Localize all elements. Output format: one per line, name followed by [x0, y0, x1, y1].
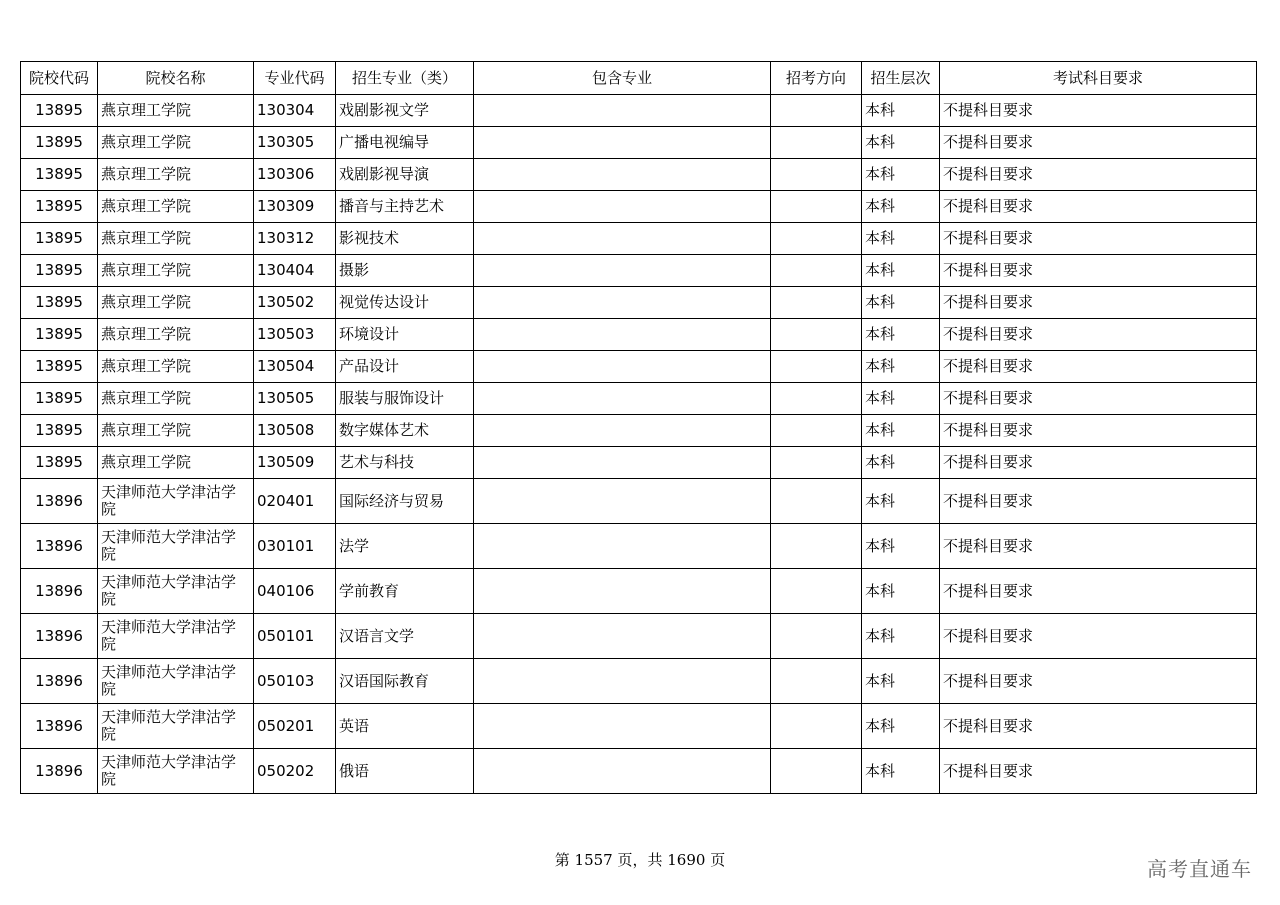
cell-major: 戏剧影视文学 [336, 95, 474, 127]
cell-subject-requirement: 不提科目要求 [940, 319, 1257, 351]
cell-subject-requirement: 不提科目要求 [940, 383, 1257, 415]
cell-major-code: 050202 [254, 749, 336, 794]
table-row [21, 287, 1257, 319]
cell-subject-requirement: 不提科目要求 [940, 351, 1257, 383]
cell-subject-requirement: 不提科目要求 [940, 415, 1257, 447]
cell-level: 本科 [862, 287, 940, 319]
cell-school-code: 13895 [21, 191, 98, 223]
cell-direction [771, 659, 862, 704]
cell-subject-requirement: 不提科目要求 [940, 255, 1257, 287]
cell-major-code: 130508 [254, 415, 336, 447]
cell-school-name: 天津师范大学津沽学院 [98, 569, 254, 614]
cell-major: 服装与服饰设计 [336, 383, 474, 415]
table-body [21, 95, 1257, 794]
cell-major-code: 130304 [254, 95, 336, 127]
cell-school-name: 燕京理工学院 [98, 95, 254, 127]
cell-included-majors [474, 351, 771, 383]
cell-school-name: 燕京理工学院 [98, 191, 254, 223]
table-row [21, 659, 1257, 704]
cell-direction [771, 447, 862, 479]
cell-major: 环境设计 [336, 319, 474, 351]
header-school-name: 院校名称 [98, 62, 254, 95]
header-subject-requirement: 考试科目要求 [940, 62, 1257, 95]
cell-direction [771, 95, 862, 127]
cell-major: 国际经济与贸易 [336, 479, 474, 524]
header-major-code: 专业代码 [254, 62, 336, 95]
cell-school-code: 13896 [21, 569, 98, 614]
cell-school-name: 燕京理工学院 [98, 351, 254, 383]
cell-school-name: 燕京理工学院 [98, 447, 254, 479]
cell-school-name: 燕京理工学院 [98, 127, 254, 159]
cell-level: 本科 [862, 447, 940, 479]
cell-subject-requirement: 不提科目要求 [940, 95, 1257, 127]
table-row [21, 614, 1257, 659]
header-direction: 招考方向 [771, 62, 862, 95]
table-row [21, 319, 1257, 351]
cell-level: 本科 [862, 704, 940, 749]
cell-school-code: 13896 [21, 524, 98, 569]
cell-school-code: 13896 [21, 704, 98, 749]
cell-major: 播音与主持艺术 [336, 191, 474, 223]
cell-major-code: 130309 [254, 191, 336, 223]
cell-major-code: 040106 [254, 569, 336, 614]
cell-direction [771, 223, 862, 255]
table-row [21, 127, 1257, 159]
cell-level: 本科 [862, 191, 940, 223]
header-major: 招生专业（类） [336, 62, 474, 95]
cell-subject-requirement: 不提科目要求 [940, 223, 1257, 255]
header-included-majors: 包含专业 [474, 62, 771, 95]
cell-major: 摄影 [336, 255, 474, 287]
cell-level: 本科 [862, 659, 940, 704]
cell-school-code: 13895 [21, 223, 98, 255]
cell-school-code: 13895 [21, 415, 98, 447]
cell-school-code: 13895 [21, 447, 98, 479]
cell-included-majors [474, 319, 771, 351]
cell-subject-requirement: 不提科目要求 [940, 191, 1257, 223]
cell-included-majors [474, 159, 771, 191]
cell-school-name: 天津师范大学津沽学院 [98, 524, 254, 569]
cell-direction [771, 704, 862, 749]
cell-included-majors [474, 191, 771, 223]
table-row [21, 191, 1257, 223]
cell-included-majors [474, 127, 771, 159]
cell-included-majors [474, 223, 771, 255]
table-row [21, 351, 1257, 383]
cell-included-majors [474, 383, 771, 415]
cell-direction [771, 415, 862, 447]
cell-major: 戏剧影视导演 [336, 159, 474, 191]
cell-level: 本科 [862, 351, 940, 383]
cell-school-code: 13895 [21, 127, 98, 159]
cell-subject-requirement: 不提科目要求 [940, 287, 1257, 319]
cell-school-code: 13895 [21, 351, 98, 383]
cell-included-majors [474, 659, 771, 704]
cell-school-name: 天津师范大学津沽学院 [98, 659, 254, 704]
cell-school-code: 13896 [21, 479, 98, 524]
cell-subject-requirement: 不提科目要求 [940, 447, 1257, 479]
cell-level: 本科 [862, 127, 940, 159]
cell-school-code: 13895 [21, 287, 98, 319]
page-number: 第 1557 页，共 1690 页 [554, 851, 726, 869]
cell-major: 广播电视编导 [336, 127, 474, 159]
cell-level: 本科 [862, 749, 940, 794]
table-row [21, 383, 1257, 415]
cell-level: 本科 [862, 415, 940, 447]
cell-direction [771, 127, 862, 159]
cell-major-code: 130404 [254, 255, 336, 287]
cell-school-name: 燕京理工学院 [98, 415, 254, 447]
cell-included-majors [474, 415, 771, 447]
cell-level: 本科 [862, 95, 940, 127]
cell-included-majors [474, 704, 771, 749]
cell-included-majors [474, 524, 771, 569]
cell-included-majors [474, 447, 771, 479]
table-row [21, 415, 1257, 447]
cell-subject-requirement: 不提科目要求 [940, 479, 1257, 524]
table-row [21, 524, 1257, 569]
cell-direction [771, 524, 862, 569]
cell-major-code: 130306 [254, 159, 336, 191]
admissions-table-container [20, 61, 1256, 794]
cell-level: 本科 [862, 479, 940, 524]
table-row [21, 223, 1257, 255]
cell-level: 本科 [862, 614, 940, 659]
cell-school-code: 13896 [21, 659, 98, 704]
cell-major-code: 130509 [254, 447, 336, 479]
cell-level: 本科 [862, 159, 940, 191]
cell-direction [771, 255, 862, 287]
table-row [21, 255, 1257, 287]
cell-major: 数字媒体艺术 [336, 415, 474, 447]
cell-subject-requirement: 不提科目要求 [940, 704, 1257, 749]
cell-school-name: 天津师范大学津沽学院 [98, 614, 254, 659]
cell-school-name: 燕京理工学院 [98, 159, 254, 191]
cell-major-code: 130503 [254, 319, 336, 351]
table-row [21, 704, 1257, 749]
cell-school-name: 天津师范大学津沽学院 [98, 704, 254, 749]
cell-direction [771, 191, 862, 223]
cell-subject-requirement: 不提科目要求 [940, 524, 1257, 569]
admissions-table [20, 61, 1257, 794]
cell-major-code: 130312 [254, 223, 336, 255]
cell-school-code: 13895 [21, 95, 98, 127]
table-row [21, 479, 1257, 524]
cell-major-code: 050101 [254, 614, 336, 659]
cell-subject-requirement: 不提科目要求 [940, 569, 1257, 614]
cell-direction [771, 287, 862, 319]
cell-school-name: 燕京理工学院 [98, 383, 254, 415]
cell-school-code: 13895 [21, 159, 98, 191]
cell-school-code: 13896 [21, 614, 98, 659]
cell-subject-requirement: 不提科目要求 [940, 614, 1257, 659]
cell-subject-requirement: 不提科目要求 [940, 749, 1257, 794]
cell-school-code: 13895 [21, 383, 98, 415]
cell-major-code: 030101 [254, 524, 336, 569]
cell-major: 艺术与科技 [336, 447, 474, 479]
cell-included-majors [474, 287, 771, 319]
cell-major: 视觉传达设计 [336, 287, 474, 319]
cell-direction [771, 614, 862, 659]
cell-included-majors [474, 95, 771, 127]
table-row [21, 159, 1257, 191]
cell-school-name: 燕京理工学院 [98, 319, 254, 351]
cell-major: 学前教育 [336, 569, 474, 614]
cell-major-code: 050103 [254, 659, 336, 704]
cell-major-code: 020401 [254, 479, 336, 524]
cell-major-code: 050201 [254, 704, 336, 749]
cell-school-code: 13895 [21, 255, 98, 287]
cell-major: 法学 [336, 524, 474, 569]
table-row [21, 749, 1257, 794]
table-header-row [21, 62, 1257, 95]
cell-school-name: 燕京理工学院 [98, 223, 254, 255]
cell-major: 产品设计 [336, 351, 474, 383]
cell-major: 汉语言文学 [336, 614, 474, 659]
cell-included-majors [474, 479, 771, 524]
cell-included-majors [474, 255, 771, 287]
cell-direction [771, 479, 862, 524]
cell-level: 本科 [862, 383, 940, 415]
cell-major-code: 130305 [254, 127, 336, 159]
cell-school-name: 天津师范大学津沽学院 [98, 749, 254, 794]
cell-subject-requirement: 不提科目要求 [940, 659, 1257, 704]
cell-level: 本科 [862, 319, 940, 351]
cell-included-majors [474, 569, 771, 614]
cell-direction [771, 383, 862, 415]
cell-direction [771, 569, 862, 614]
cell-major: 影视技术 [336, 223, 474, 255]
header-school-code: 院校代码 [21, 62, 98, 95]
cell-major: 俄语 [336, 749, 474, 794]
table-row [21, 95, 1257, 127]
cell-major: 汉语国际教育 [336, 659, 474, 704]
cell-level: 本科 [862, 223, 940, 255]
cell-included-majors [474, 614, 771, 659]
table-row [21, 447, 1257, 479]
cell-direction [771, 319, 862, 351]
cell-subject-requirement: 不提科目要求 [940, 159, 1257, 191]
cell-direction [771, 749, 862, 794]
cell-school-name: 天津师范大学津沽学院 [98, 479, 254, 524]
header-level: 招生层次 [862, 62, 940, 95]
cell-school-code: 13895 [21, 319, 98, 351]
table-row [21, 569, 1257, 614]
cell-direction [771, 351, 862, 383]
cell-included-majors [474, 749, 771, 794]
cell-major-code: 130505 [254, 383, 336, 415]
cell-subject-requirement: 不提科目要求 [940, 127, 1257, 159]
watermark: 高考直通车 [1147, 857, 1252, 881]
cell-direction [771, 159, 862, 191]
cell-school-name: 燕京理工学院 [98, 255, 254, 287]
cell-level: 本科 [862, 524, 940, 569]
cell-level: 本科 [862, 255, 940, 287]
cell-school-code: 13896 [21, 749, 98, 794]
cell-level: 本科 [862, 569, 940, 614]
cell-major: 英语 [336, 704, 474, 749]
cell-major-code: 130504 [254, 351, 336, 383]
cell-major-code: 130502 [254, 287, 336, 319]
cell-school-name: 燕京理工学院 [98, 287, 254, 319]
